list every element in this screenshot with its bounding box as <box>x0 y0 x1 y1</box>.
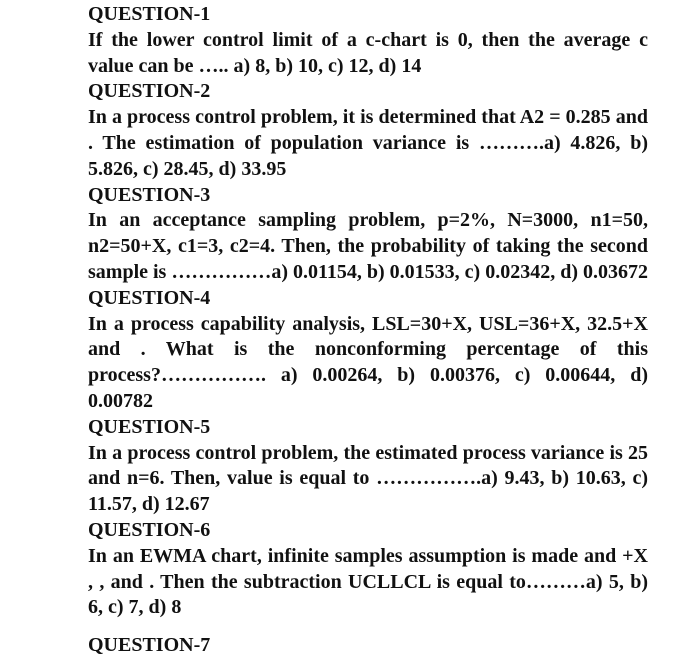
question-2 <box>88 79 648 182</box>
question-heading: QUESTION-5 <box>88 415 211 438</box>
question-heading: QUESTION-2 <box>88 80 211 103</box>
question-text: In an EWMA chart, infinite samples assumption is made and +X , , and . Then the subtraction UCLLCL is equal to………a) 5, b) 6, c) 7, d) 8 <box>88 544 648 619</box>
question-1 <box>88 2 648 79</box>
question-heading: QUESTION-4 <box>88 286 211 309</box>
question-heading: QUESTION-3 <box>88 183 211 206</box>
question-6 <box>88 518 648 621</box>
question-text: In a process control problem, it is determined that A2 = 0.285 and . The estimation of population variance is ……….a) 4.826, b) 5.826, c) 28.45, d) 33.95 <box>88 106 648 180</box>
question-3 <box>88 183 648 286</box>
question-text: In a process control problem, the estimated process variance is 25 and n=6. Then, value is equal to …………….a) 9.43, b) 10.63, c) 11.57, d) 12.67 <box>88 441 648 516</box>
question-5 <box>88 415 648 518</box>
cut-off-heading <box>88 634 223 660</box>
question-text: In an acceptance sampling problem, p=2%, N=3000, n1=50, n2=50+X, c1=3, c2=4. Then, the probability of taking the second sample is ……………a) 0.01154, b) 0.01533, c) 0.02342, d) 0.03672 <box>88 209 648 283</box>
question-heading: QUESTION-6 <box>88 518 211 541</box>
cut-off-heading-text: QUESTION-7 <box>88 634 211 656</box>
question-document <box>88 2 648 621</box>
question-text: In a process capability analysis, LSL=30+X, USL=36+X, 32.5+X and . What is the nonconforming percentage of this process?……………. a) 0.00264, b) 0.00376, c) 0.00644, d) 0.00782 <box>88 312 648 412</box>
question-4 <box>88 286 648 415</box>
question-text: If the lower control limit of a c-chart is 0, then the average c value can be ….. a) 8, b) 10, c) 12, d) 14 <box>88 28 648 77</box>
question-heading: QUESTION-1 <box>88 3 211 25</box>
